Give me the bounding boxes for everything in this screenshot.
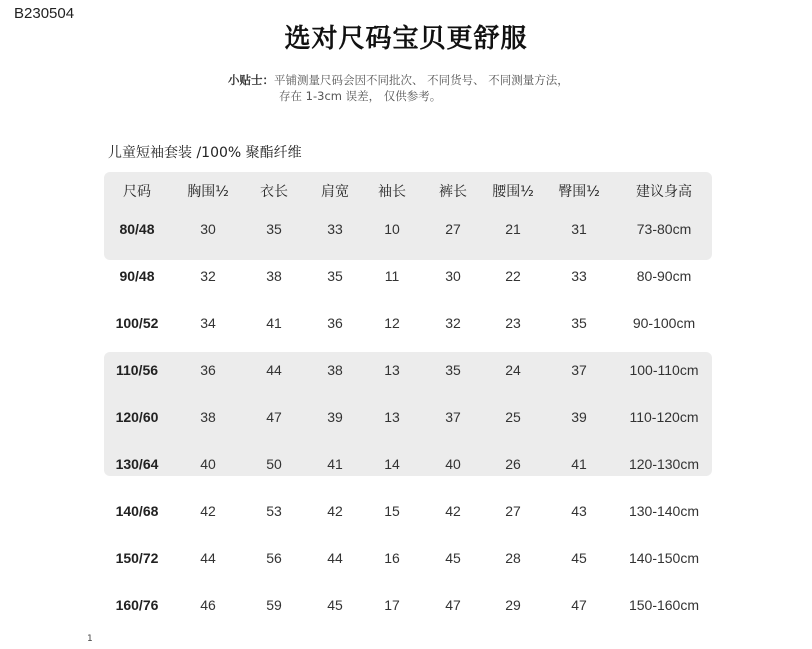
measurement-cell: 45 [327, 597, 343, 613]
size-cell: 140/68 [115, 503, 159, 519]
measurement-cell: 38 [266, 268, 282, 284]
product-code: B230504 [14, 5, 75, 22]
header-cell: 尺码 [123, 184, 151, 200]
product-description: 儿童短袖套装 /100% 聚酯纤维 [108, 145, 302, 161]
measurement-cell: 27 [445, 221, 461, 237]
measurement-cell: 80-90cm [636, 268, 692, 284]
header-cell: 衣长 [260, 184, 288, 200]
measurement-cell: 45 [445, 550, 461, 566]
size-cell: 160/76 [115, 597, 159, 613]
measurement-cell: 11 [384, 268, 400, 284]
measurement-cell: 26 [505, 456, 521, 472]
table-row [104, 217, 712, 241]
measurement-cell: 38 [327, 362, 343, 378]
measurement-cell: 42 [445, 503, 461, 519]
measurement-cell: 41 [266, 315, 282, 331]
measurement-cell: 43 [571, 503, 587, 519]
measurement-cell: 36 [200, 362, 216, 378]
measurement-cell: 40 [445, 456, 461, 472]
measurement-cell: 41 [571, 456, 587, 472]
table-row [104, 499, 712, 523]
measurement-cell: 27 [505, 503, 521, 519]
measurement-cell: 56 [266, 550, 282, 566]
measurement-cell: 41 [327, 456, 343, 472]
measurement-cell: 53 [266, 503, 282, 519]
measurement-cell: 23 [505, 315, 521, 331]
table-row [104, 546, 712, 570]
header-cell: 腰围½ [492, 184, 534, 200]
measurement-cell: 39 [327, 409, 343, 425]
measurement-cell: 37 [571, 362, 587, 378]
measurement-cell: 34 [200, 315, 216, 331]
table-row [104, 358, 712, 382]
measurement-cell: 38 [200, 409, 216, 425]
table-row [104, 405, 712, 429]
header-cell: 肩宽 [321, 184, 349, 200]
size-cell: 120/60 [115, 409, 159, 425]
size-cell: 80/48 [119, 221, 155, 237]
measurement-cell: 45 [571, 550, 587, 566]
measurement-cell: 32 [445, 315, 461, 331]
measurement-cell: 35 [445, 362, 461, 378]
measurement-cell: 47 [445, 597, 461, 613]
measurement-cell: 120-130cm [628, 456, 700, 472]
measurement-cell: 17 [384, 597, 400, 613]
header-cell: 袖长 [378, 184, 406, 200]
measurement-cell: 47 [266, 409, 282, 425]
tip-line-1: 平铺测量尺码会因不同批次、 不同货号、 不同测量方法， [274, 73, 569, 87]
measurement-cell: 30 [200, 221, 216, 237]
measurement-cell: 44 [266, 362, 282, 378]
measurement-cell: 13 [384, 362, 400, 378]
measurement-cell: 140-150cm [628, 550, 700, 566]
measurement-cell: 42 [200, 503, 216, 519]
measurement-cell: 16 [384, 550, 400, 566]
measurement-cell: 46 [200, 597, 216, 613]
measurement-cell: 29 [505, 597, 521, 613]
page-number: 1 [87, 634, 93, 644]
measurement-cell: 14 [384, 456, 400, 472]
measurement-cell: 24 [505, 362, 521, 378]
measurement-cell: 10 [384, 221, 400, 237]
measurement-cell: 150-160cm [628, 597, 700, 613]
measurement-cell: 31 [571, 221, 587, 237]
measurement-cell: 42 [327, 503, 343, 519]
table-row [104, 452, 712, 476]
measurement-cell: 30 [445, 268, 461, 284]
measurement-cell: 37 [445, 409, 461, 425]
tip-note [228, 72, 569, 104]
size-cell: 90/48 [119, 268, 155, 284]
measurement-cell: 33 [571, 268, 587, 284]
measurement-cell: 21 [505, 221, 521, 237]
header-cell: 胸围½ [187, 184, 229, 200]
measurement-cell: 130-140cm [628, 503, 700, 519]
measurement-cell: 28 [505, 550, 521, 566]
measurement-cell: 40 [200, 456, 216, 472]
table-header-row [104, 180, 712, 204]
table-row [104, 264, 712, 288]
measurement-cell: 36 [327, 315, 343, 331]
measurement-cell: 12 [384, 315, 400, 331]
measurement-cell: 59 [266, 597, 282, 613]
measurement-cell: 47 [571, 597, 587, 613]
table-row [104, 593, 712, 617]
measurement-cell: 44 [327, 550, 343, 566]
measurement-cell: 100-110cm [629, 362, 699, 378]
measurement-cell: 13 [384, 409, 400, 425]
measurement-cell: 44 [200, 550, 216, 566]
header-cell: 建议身高 [636, 184, 692, 200]
table-row [104, 311, 712, 335]
size-cell: 150/72 [115, 550, 159, 566]
header-cell: 臀围½ [558, 184, 600, 200]
measurement-cell: 22 [505, 268, 521, 284]
size-cell: 100/52 [115, 315, 159, 331]
header-cell: 裤长 [439, 184, 467, 200]
tip-line-2: 存在 1-3cm 误差， 仅供参考。 [279, 89, 442, 103]
measurement-cell: 35 [327, 268, 343, 284]
tip-label: 小贴士： [228, 73, 274, 87]
measurement-cell: 33 [327, 221, 343, 237]
measurement-cell: 73-80cm [636, 221, 692, 237]
measurement-cell: 35 [266, 221, 282, 237]
measurement-cell: 35 [571, 315, 587, 331]
measurement-cell: 25 [505, 409, 521, 425]
measurement-cell: 15 [384, 503, 400, 519]
measurement-cell: 32 [200, 268, 216, 284]
measurement-cell: 39 [571, 409, 587, 425]
measurement-cell: 90-100cm [632, 315, 696, 331]
size-cell: 110/56 [115, 362, 159, 378]
page-title: 选对尺码宝贝更舒服 [284, 24, 528, 54]
measurement-cell: 50 [266, 456, 282, 472]
size-cell: 130/64 [115, 456, 159, 472]
measurement-cell: 110-120cm [629, 409, 699, 425]
